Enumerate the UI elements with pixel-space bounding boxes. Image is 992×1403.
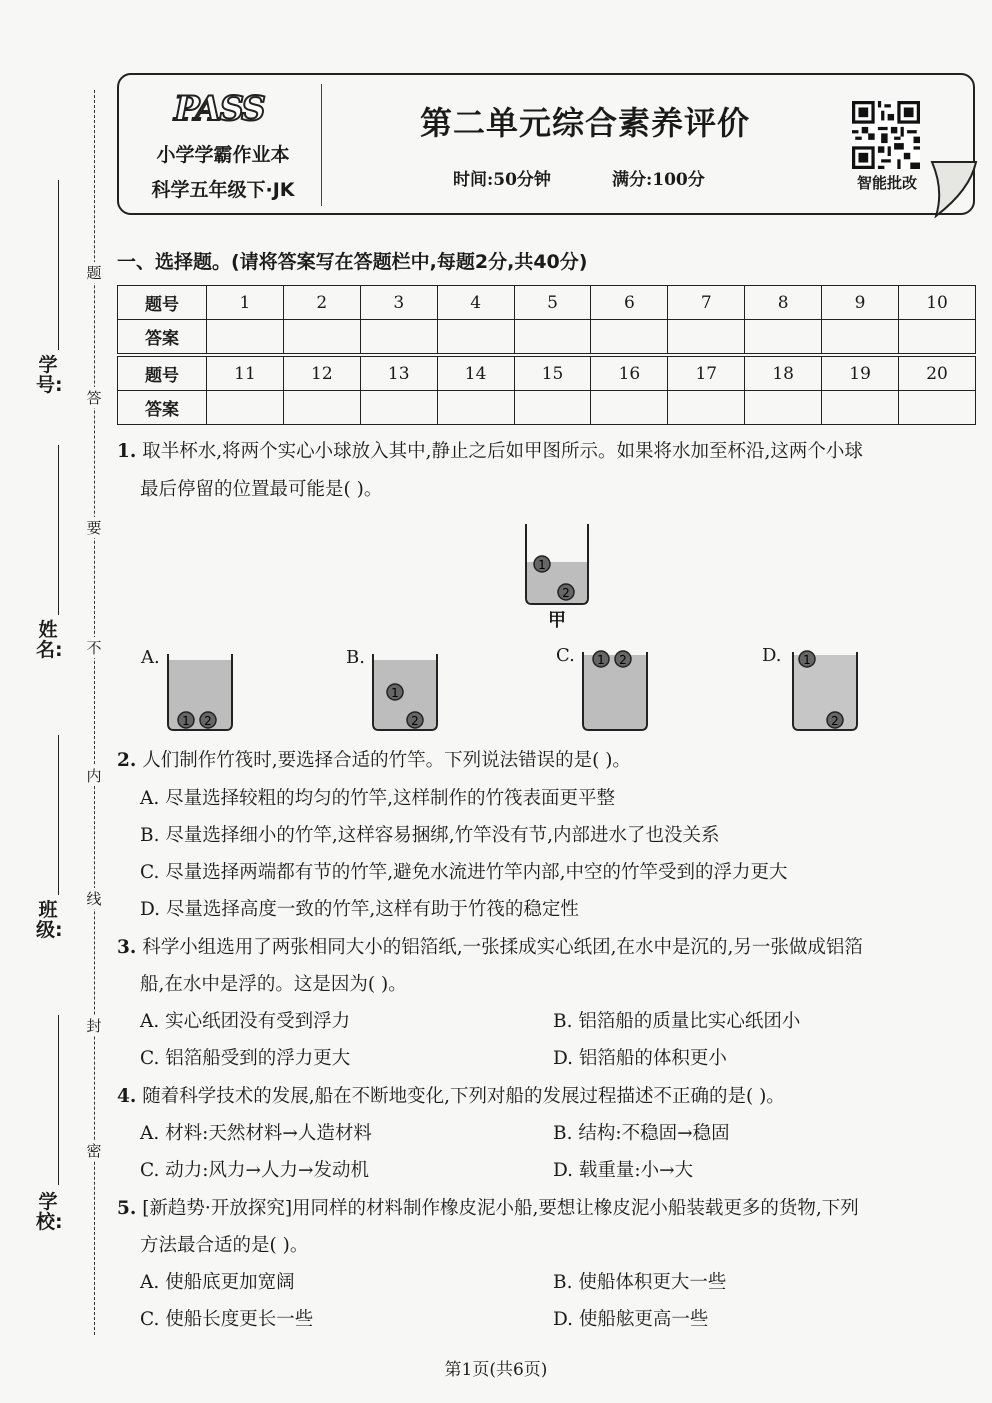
page-title: 第二单元综合素养评价 [419,104,750,142]
table-row [118,320,976,354]
ball-2-label: 2 [411,714,419,728]
answer-cell[interactable] [899,320,976,354]
logo-text: PASS [174,89,264,129]
option-a[interactable]: A. 尽量选择较粗的均匀的竹竿,这样制作的竹筏表面更平整 [140,788,616,809]
ball-2-label: 2 [562,586,570,600]
answer-cell[interactable] [360,320,437,354]
seal-char: 要 [84,517,104,538]
answer-table-1 [117,285,976,354]
option-a[interactable]: A. 材料:天然材料→人造材料 [140,1123,372,1144]
question-number: 3. [117,937,137,958]
ball-1-label: 1 [803,653,811,667]
question-number: 11 [207,357,284,391]
ball-1-label: 1 [182,714,190,728]
margin-label-class: 班级: [36,899,63,941]
question-number: 1 [207,286,284,320]
header-separator [321,84,322,206]
seal-char: 不 [84,637,104,658]
option-b[interactable]: B. 使船体积更大一些 [553,1272,727,1293]
seal-char: 密 [84,1140,104,1161]
question-number: 2. [117,750,137,771]
question-number: 3 [360,286,437,320]
question-number: 17 [668,357,745,391]
answer-cell[interactable] [207,391,284,425]
question-number: 13 [360,357,437,391]
question-number: 6 [591,286,668,320]
answer-cell[interactable] [745,391,822,425]
question-1-line2: 最后停留的位置最可能是( )。 [140,479,383,500]
margin-line-3 [58,735,59,895]
answer-cell[interactable] [207,320,284,354]
margin-line-4 [58,1015,59,1185]
option-label-a: A. [141,647,160,668]
question-text: 取半杯水,将两个实心小球放入其中,静止之后如甲图所示。如果将水加至杯沿,这两个小球 [142,441,863,462]
option-a[interactable]: A. 实心纸团没有受到浮力 [140,1011,351,1032]
answer-cell[interactable] [668,391,745,425]
answer-cell[interactable] [437,320,514,354]
option-d[interactable]: D. 载重量:小→大 [553,1160,694,1181]
beaker-option-c[interactable] [579,650,651,734]
answer-table-2 [117,356,976,425]
answer-cell[interactable] [668,320,745,354]
seal-char: 题 [84,262,104,283]
answer-cell[interactable] [283,320,360,354]
ball-1-label: 1 [597,653,605,667]
figure-label: 甲 [548,610,566,631]
row-label: 答案 [118,320,207,354]
seal-char: 答 [84,387,104,408]
qr-code-icon[interactable] [852,101,920,169]
answer-cell[interactable] [822,320,899,354]
seal-char: 内 [84,765,104,786]
question-text: 科学小组选用了两张相同大小的铝箔纸,一张揉成实心纸团,在水中是沉的,另一张做成铝箔 [142,937,863,958]
margin-label-id: 学号: [36,354,63,396]
beaker-option-a[interactable] [164,652,236,734]
answer-cell[interactable] [437,391,514,425]
beaker-main-figure [522,522,592,608]
question-3 [117,937,863,959]
answer-cell[interactable] [591,320,668,354]
ball-1-label: 1 [391,686,399,700]
brand-line2: 科学五年级下·JK [151,179,295,201]
option-c[interactable]: C. 使船长度更长一些 [140,1309,314,1330]
option-a[interactable]: A. 使船底更加宽阔 [140,1272,295,1293]
row-label: 题号 [118,286,207,320]
question-number: 8 [745,286,822,320]
question-number: 4 [437,286,514,320]
option-label-d: D. [762,645,782,666]
section-title: 一、选择题。(请将答案写在答题栏中,每题2分,共40分) [117,251,588,273]
seal-char: 封 [84,1015,104,1036]
ball-2-label: 2 [619,653,627,667]
question-1 [117,441,863,463]
seal-char: 线 [84,888,104,909]
option-c[interactable]: C. 尽量选择两端都有节的竹竿,避免水流进竹竿内部,中空的竹竿受到的浮力更大 [140,862,788,883]
question-5 [117,1198,859,1220]
answer-cell[interactable] [591,391,668,425]
option-label-b: B. [346,647,365,668]
question-text: 人们制作竹筏时,要选择合适的竹竿。下列说法错误的是( )。 [142,750,631,771]
ball-2-label: 2 [831,714,839,728]
row-label: 题号 [118,357,207,391]
exam-time: 时间:50分钟 [453,170,551,190]
question-text: [新趋势·开放探究]用同样的材料制作橡皮泥小船,要想让橡皮泥小船装载更多的货物,下列 [142,1198,859,1219]
question-number: 19 [822,357,899,391]
question-number: 2 [283,286,360,320]
answer-cell[interactable] [360,391,437,425]
margin-line-2 [58,445,59,615]
question-number: 1. [117,441,137,462]
answer-cell[interactable] [514,320,591,354]
question-number: 9 [822,286,899,320]
ball-1-label: 1 [538,558,546,572]
pass-logo [170,86,272,130]
question-number: 5 [514,286,591,320]
table-row [118,391,976,425]
option-b[interactable]: B. 结构:不稳固→稳固 [553,1123,730,1144]
option-d[interactable]: D. 铝箔船的体积更小 [553,1048,727,1069]
answer-cell[interactable] [822,391,899,425]
question-5-line2: 方法最合适的是( )。 [140,1235,309,1256]
question-number: 15 [514,357,591,391]
question-number: 14 [437,357,514,391]
question-text: 随着科学技术的发展,船在不断地变化,下列对船的发展过程描述不正确的是( )。 [142,1086,785,1107]
option-label-c: C. [556,645,575,666]
option-c[interactable]: C. 动力:风力→人力→发动机 [140,1160,369,1181]
option-d[interactable]: D. 使船舷更高一些 [553,1309,709,1330]
margin-label-school: 学校: [36,1191,63,1233]
answer-cell[interactable] [745,320,822,354]
question-number: 12 [283,357,360,391]
question-number: 7 [668,286,745,320]
option-d[interactable]: D. 尽量选择高度一致的竹竿,这样有助于竹筏的稳定性 [140,899,579,920]
question-number: 4. [117,1086,137,1107]
question-3-line2: 船,在水中是浮的。这是因为( )。 [140,974,407,995]
margin-label-name: 姓名: [36,619,63,661]
question-2 [117,750,631,772]
page-curl-icon [930,160,978,218]
page-footer: 第1页(共6页) [444,1360,548,1380]
ball-2-label: 2 [204,714,212,728]
answer-cell[interactable] [514,391,591,425]
exam-score: 满分:100分 [612,170,705,190]
table-row [118,286,976,320]
question-4 [117,1086,785,1108]
option-c[interactable]: C. 铝箔船受到的浮力更大 [140,1048,351,1069]
question-number: 20 [899,357,976,391]
table-row [118,357,976,391]
qr-label: 智能批改 [856,174,917,192]
option-b[interactable]: B. 尽量选择细小的竹竿,这样容易捆绑,竹竿没有节,内部进水了也没关系 [140,825,720,846]
answer-cell[interactable] [899,391,976,425]
margin-line-1 [58,180,59,350]
question-number: 10 [899,286,976,320]
beaker-option-d[interactable] [789,650,861,734]
question-number: 18 [745,357,822,391]
answer-cell[interactable] [283,391,360,425]
question-number: 16 [591,357,668,391]
option-b[interactable]: B. 铝箔船的质量比实心纸团小 [553,1011,801,1032]
beaker-option-b[interactable] [369,652,441,734]
brand-line1: 小学学霸作业本 [156,144,290,166]
question-number: 5. [117,1198,137,1219]
row-label: 答案 [118,391,207,425]
